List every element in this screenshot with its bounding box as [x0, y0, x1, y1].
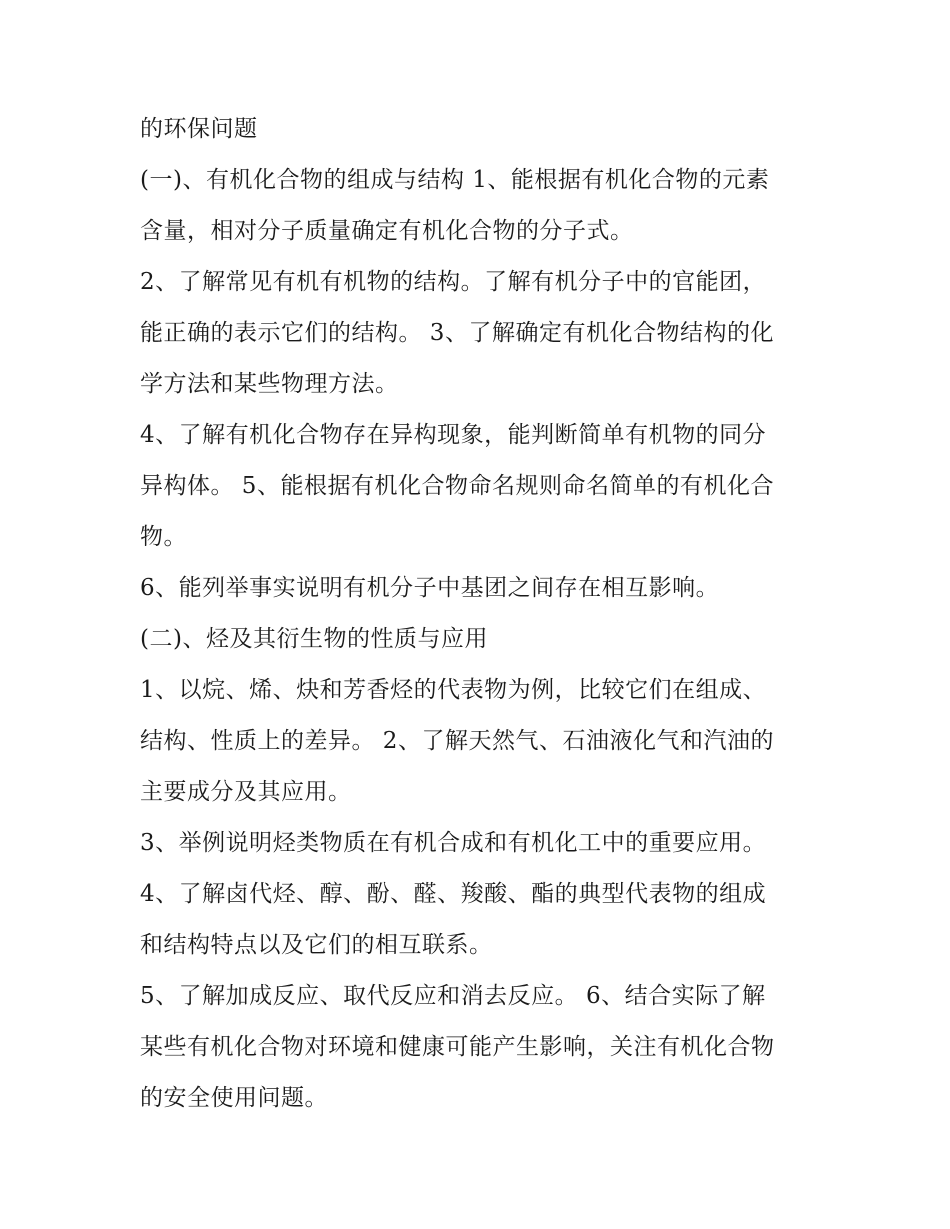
document-body — [140, 104, 820, 1124]
text-line: 和结构特点以及它们的相互联系。 — [140, 932, 493, 958]
text-line: 含量，相对分子质量确定有机化合物的分子式。 — [140, 218, 634, 244]
text-line: 6、能列举事实说明有机分子中基团之间存在相互影响。 — [140, 575, 720, 601]
text-line: 能正确的表示它们的结构。 3、了解确定有机化合物结构的化 — [140, 320, 774, 346]
text-line: 的安全使用问题。 — [140, 1085, 328, 1111]
text-line: 4、了解有机化合物存在异构现象，能判断简单有机物的同分 — [140, 422, 767, 448]
text-line: 3、举例说明烃类物质在有机合成和有机化工中的重要应用。 — [140, 830, 767, 856]
text-line: 4、了解卤代烃、醇、酚、醛、羧酸、酯的典型代表物的组成 — [140, 881, 767, 907]
text-line: 主要成分及其应用。 — [140, 779, 352, 805]
text-line: 1、以烷、烯、炔和芳香烃的代表物为例，比较它们在组成、 — [140, 677, 767, 703]
text-line: 的环保问题 — [140, 116, 258, 142]
text-line: 学方法和某些物理方法。 — [140, 371, 399, 397]
text-line: (一)、有机化合物的组成与结构 1、能根据有机化合物的元素 — [140, 167, 770, 193]
text-line: 异构体。 5、能根据有机化合物命名规则命名简单的有机化合 — [140, 473, 774, 499]
text-line: 某些有机化合物对环境和健康可能产生影响，关注有机化合物 — [140, 1034, 775, 1060]
text-line: 物。 — [140, 524, 187, 550]
text-line: 结构、性质上的差异。 2、了解天然气、石油液化气和汽油的 — [140, 728, 774, 754]
text-line: 2、了解常见有机有机物的结构。了解有机分子中的官能团， — [140, 269, 767, 295]
text-line: (二)、烃及其衍生物的性质与应用 — [140, 626, 488, 652]
text-line: 5、了解加成反应、取代反应和消去反应。 6、结合实际了解 — [140, 983, 766, 1009]
